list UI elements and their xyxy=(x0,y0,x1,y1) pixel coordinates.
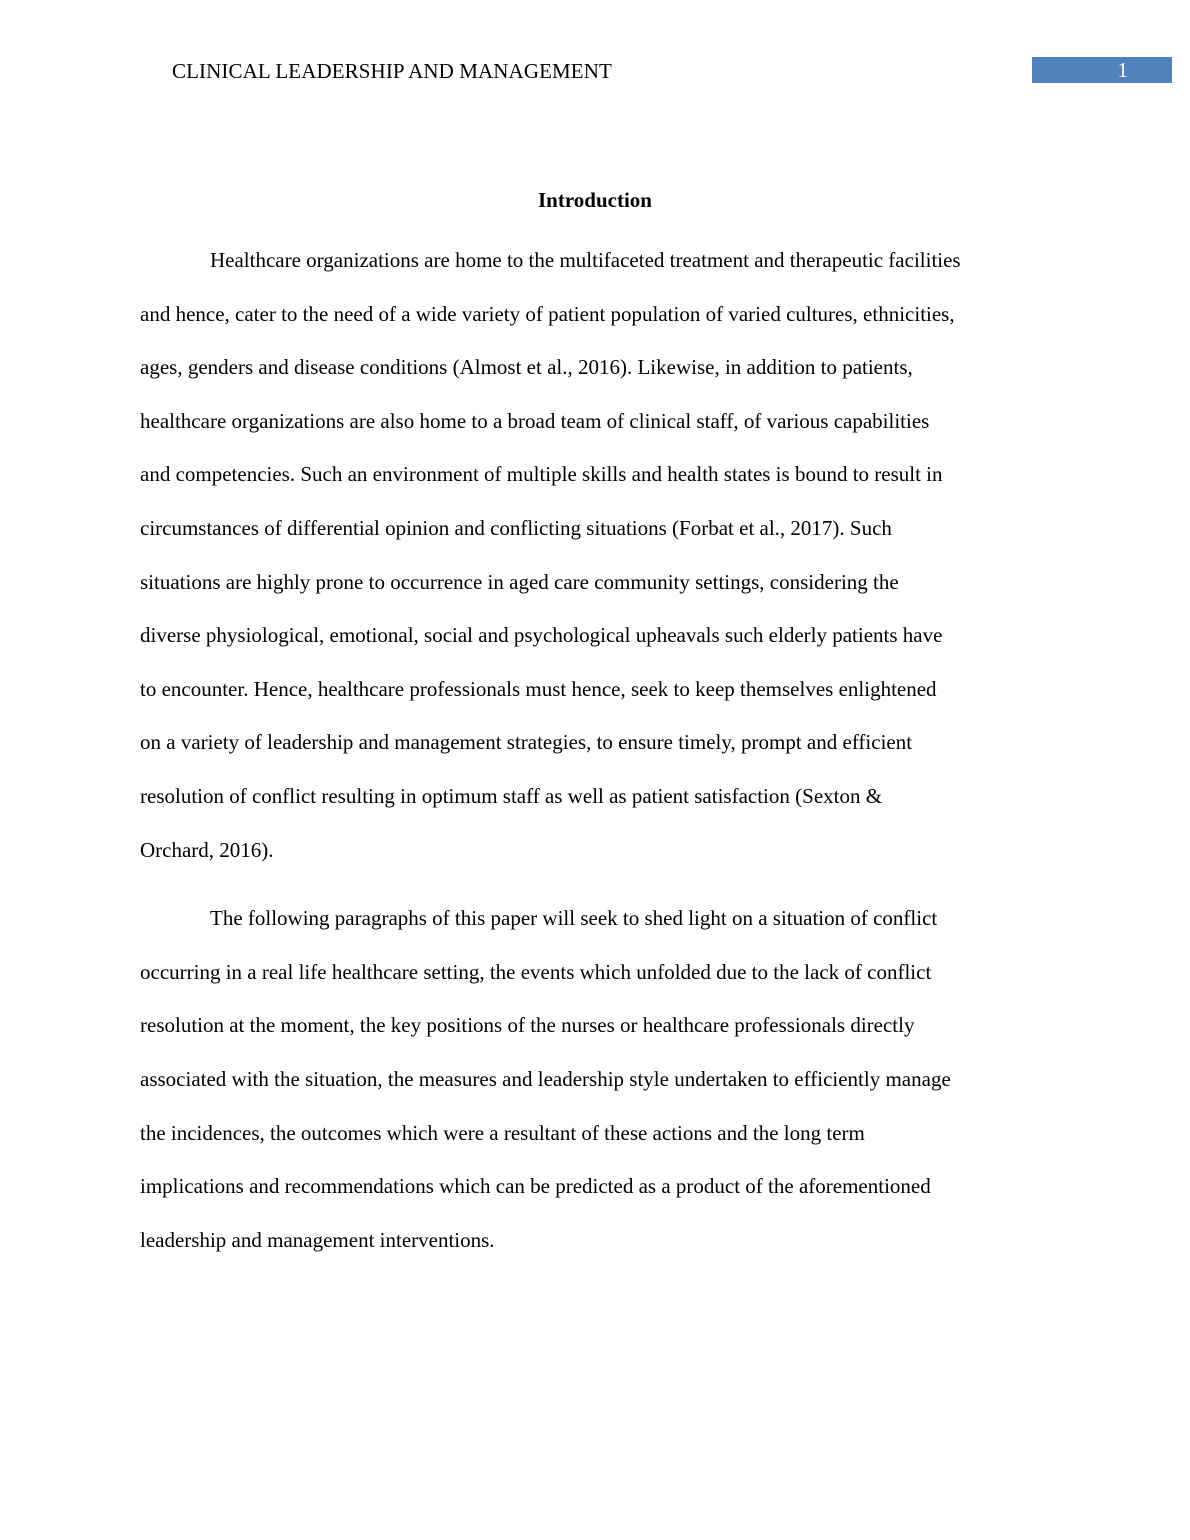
paragraph-line: diverse physiological, emotional, social and psychological upheavals such elderly patients have xyxy=(140,623,943,648)
page-number: 1 xyxy=(1117,58,1128,82)
paragraph-line: to encounter. Hence, healthcare professionals must hence, seek to keep themselves enlightened xyxy=(140,676,937,701)
document-body xyxy=(140,234,1050,1267)
paragraph-line: Orchard, 2016). xyxy=(140,837,274,862)
paragraph-line: the incidences, the outcomes which were a resultant of these actions and the long term xyxy=(140,1120,865,1145)
paragraph-line: resolution of conflict resulting in optimum staff as well as patient satisfaction (Sexton & xyxy=(140,783,883,808)
paragraph-line: and competencies. Such an environment of multiple skills and health states is bound to result in xyxy=(140,462,943,487)
paragraph-line: circumstances of differential opinion and conflicting situations (Forbat et al., 2017). Such xyxy=(140,515,892,540)
paragraph-line: resolution at the moment, the key positions of the nurses or healthcare professionals directly xyxy=(140,1013,915,1038)
paragraph-line: ages, genders and disease conditions (Almost et al., 2016). Likewise, in addition to patients, xyxy=(140,355,913,380)
paragraph-line: Healthcare organizations are home to the multifaceted treatment and therapeutic facilities xyxy=(210,248,961,272)
paragraph-line: associated with the situation, the measures and leadership style undertaken to efficiently manage xyxy=(140,1066,951,1091)
paragraph-line: and hence, cater to the need of a wide variety of patient population of varied cultures, ethnicities, xyxy=(140,301,955,326)
page-number-box xyxy=(1032,57,1172,83)
paragraph-line: leadership and management interventions. xyxy=(140,1227,495,1252)
paragraph-line: implications and recommendations which can be predicted as a product of the aforementioned xyxy=(140,1174,931,1199)
paragraph-line: situations are highly prone to occurrence in aged care community settings, considering the xyxy=(140,569,899,594)
paragraph-line: on a variety of leadership and management strategies, to ensure timely, prompt and efficient xyxy=(140,730,913,755)
section-title: Introduction xyxy=(538,188,652,212)
paragraph-line: occurring in a real life healthcare setting, the events which unfolded due to the lack of conflict xyxy=(140,959,932,984)
paragraph-2 xyxy=(140,892,1050,1267)
paragraph-line: healthcare organizations are also home to a broad team of clinical staff, of various capabilities xyxy=(140,408,930,433)
paragraph-1 xyxy=(140,234,1050,877)
running-head: CLINICAL LEADERSHIP AND MANAGEMENT xyxy=(172,59,612,83)
paragraph-line: The following paragraphs of this paper will seek to shed light on a situation of conflict xyxy=(210,906,938,931)
